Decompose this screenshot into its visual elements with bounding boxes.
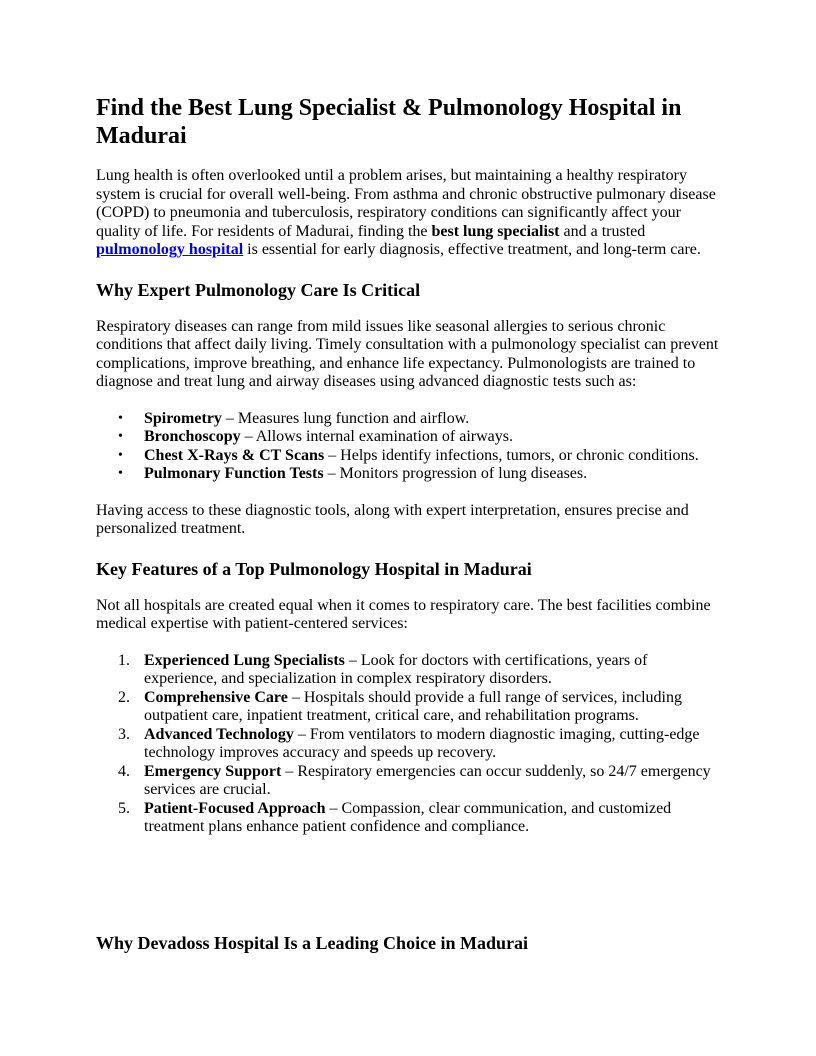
list-item [96, 465, 724, 484]
list-number: 4. [118, 762, 130, 780]
key-features-list [96, 652, 724, 837]
list-item-term: Bronchoscopy [144, 428, 241, 445]
section1-closing-paragraph: Having access to these diagnostic tools, along with expert interpretation, ensures precise and personalized treatment. [96, 501, 689, 537]
list-number: 3. [118, 725, 130, 743]
list-item-desc: – Respiratory emergencies can occur suddenly, so 24/7 emergency services are crucial. [144, 762, 711, 798]
page-title: Find the Best Lung Specialist & Pulmonology Hospital in Madurai [96, 95, 682, 149]
list-item-desc: – From ventilators to modern diagnostic imaging, cutting-edge technology improves accuracy and speeds up recovery. [144, 725, 700, 761]
list-item [96, 428, 724, 447]
list-item-term: Experienced Lung Specialists [144, 651, 345, 669]
list-number: 1. [118, 651, 130, 669]
list-item [96, 652, 724, 689]
list-item-desc: – Monitors progression of lung diseases. [323, 465, 588, 482]
list-item-desc: – Compassion, clear communication, and customized treatment plans enhance patient confidence and compliance. [144, 799, 672, 835]
list-number: 2. [118, 688, 130, 706]
list-item-term: Advanced Technology [144, 725, 294, 743]
list-item-term: Spirometry [144, 409, 222, 427]
list-item-desc: – Hospitals should provide a full range of services, including outpatient care, inpatient treatment, critical care, and rehabilitation programs. [144, 688, 682, 724]
section-heading-why-expert: Why Expert Pulmonology Care Is Critical [96, 279, 421, 300]
list-item-desc: – Look for doctors with certifications, years of experience, and specialization in complex respiratory disorders. [144, 651, 648, 687]
intro-text-1: Lung health is often overlooked until a problem arises, but maintaining a healthy respiratory system is crucial for overall well-being. From asthma and chronic obstructive pulmonary disease (COPD) to pneumonia and tuberculosis, respiratory conditions can significantly affect your quality of life. For residents of Madurai, finding the [96, 167, 716, 240]
section-heading-key-features: Key Features of a Top Pulmonology Hospital in Madurai [96, 558, 532, 579]
bullet-marker: • [118, 466, 123, 481]
list-item-term: Chest X-Rays & CT Scans [144, 446, 325, 464]
list-item-desc: – Allows internal examination of airways. [240, 428, 513, 445]
intro-paragraph [96, 167, 724, 260]
intro-bold-term: best lung specialist [431, 222, 560, 240]
bullet-marker: • [118, 429, 123, 444]
document-page [96, 94, 724, 953]
list-item [96, 763, 724, 800]
section1-paragraph: Respiratory diseases can range from mild issues like seasonal allergies to serious chronic conditions that affect daily living. Timely consultation with a pulmonology specialist can prevent complications, improve breathing, and enhance life expectancy. Pulmonologists are trained to diagnose and treat lung and airway diseases using advanced diagnostic tests such as: [96, 317, 719, 390]
list-item-term: Pulmonary Function Tests [144, 465, 324, 482]
list-item [96, 800, 724, 837]
list-item-desc: – Measures lung function and airflow. [221, 409, 470, 427]
bullet-marker: • [118, 447, 123, 463]
list-item [96, 410, 724, 429]
bullet-marker: • [118, 410, 123, 426]
section-heading-devadoss: Why Devadoss Hospital Is a Leading Choice in Madurai [96, 933, 529, 953]
diagnostic-tests-list [96, 410, 724, 484]
list-item [96, 726, 724, 763]
list-item [96, 689, 724, 726]
list-item-term: Comprehensive Care [144, 688, 288, 706]
list-item [96, 447, 724, 466]
intro-text-2: and a trusted [559, 222, 646, 240]
list-item-term: Emergency Support [144, 762, 282, 780]
intro-text-3: is essential for early diagnosis, effective treatment, and long-term care. [243, 241, 701, 258]
list-number: 5. [118, 799, 130, 817]
section2-paragraph: Not all hospitals are created equal when it comes to respiratory care. The best facilities combine medical expertise with patient-centered services: [96, 596, 711, 632]
list-item-term: Patient-Focused Approach [144, 799, 326, 817]
list-item-desc: – Helps identify infections, tumors, or chronic conditions. [324, 446, 699, 464]
pulmonology-hospital-link[interactable]: pulmonology hospital [96, 241, 244, 258]
